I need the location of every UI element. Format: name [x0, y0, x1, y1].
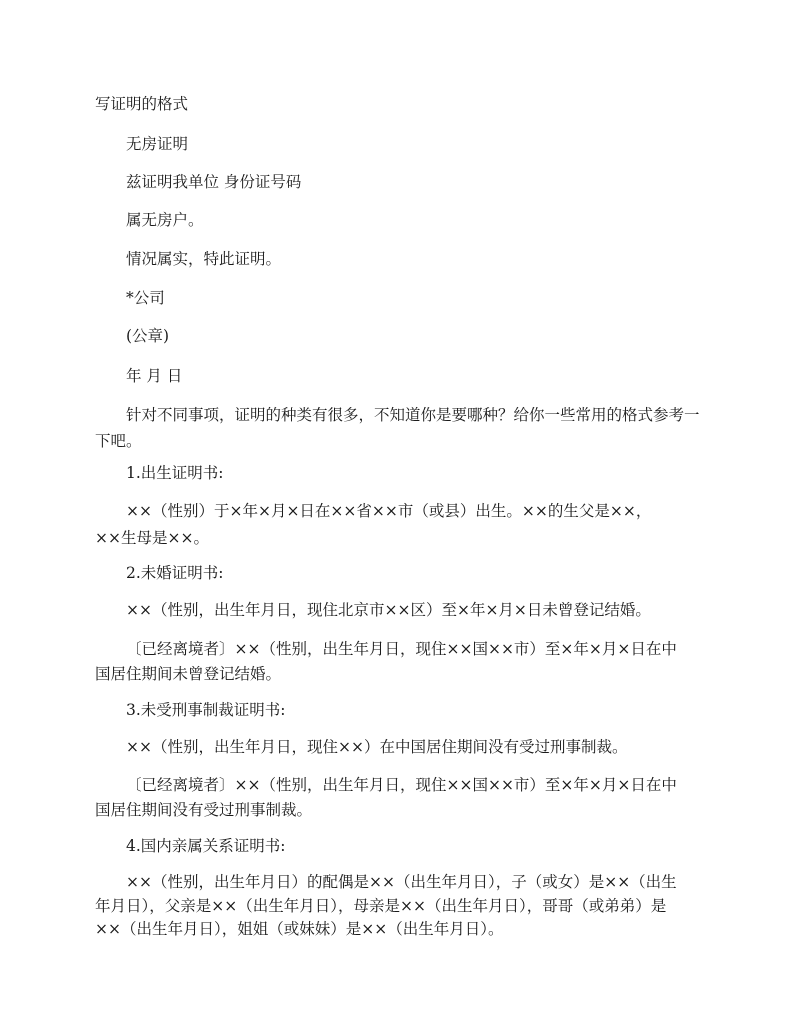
section-body-line: 国居住期间未曾登记结婚。: [95, 665, 282, 683]
date-placeholder: 年 月 日: [126, 367, 183, 385]
intro-paragraph-line: 针对不同事项，证明的种类有很多，不知道你是要哪种？给你一些常用的格式参考一: [126, 406, 700, 424]
certificate-line: 情况属实，特此证明。: [126, 250, 282, 268]
section-body-line: ××（性别）于×年×月×日在××省××市（或县）出生。××的生父是××，: [126, 502, 652, 520]
section-body-line: 〔已经离境者〕××（性别，出生年月日，现住××国××市）至×年×月×日在中: [126, 640, 677, 658]
certificate-line: 属无房户。: [126, 211, 204, 229]
section-body-line: ××生母是××。: [95, 529, 209, 547]
intro-paragraph-line: 下吧。: [95, 432, 142, 450]
section-body-line: ××（出生年月日），姐姐（或妹妹）是××（出生年月日）。: [95, 920, 504, 938]
section-title-no-criminal-record: 3.未受刑事制裁证明书:: [126, 701, 286, 719]
seal-placeholder: (公章): [126, 327, 170, 345]
section-body-line: ××（性别，出生年月日，现住北京市××区）至×年×月×日未曾登记结婚。: [126, 601, 651, 619]
certificate-line: 兹证明我单位 身份证号码: [126, 173, 302, 191]
section-body-line: 国居住期间没有受过刑事制裁。: [95, 801, 313, 819]
section-title-kinship: 4.国内亲属关系证明书:: [126, 837, 286, 855]
document-title: 写证明的格式: [95, 95, 189, 113]
heading-no-house-certificate: 无房证明: [126, 135, 189, 153]
section-body-line: 年月日），父亲是××（出生年月日），母亲是××（出生年月日），哥哥（或弟弟）是: [95, 897, 667, 915]
company-name: *公司: [126, 289, 165, 307]
section-body-line: 〔已经离境者〕××（性别，出生年月日，现住××国××市）至×年×月×日在中: [126, 776, 677, 794]
section-body-line: ××（性别，出生年月日）的配偶是××（出生年月日），子（或女）是××（出生: [126, 873, 677, 891]
section-title-unmarried: 2.未婚证明书:: [126, 564, 224, 582]
section-body-line: ××（性别，出生年月日，现住××）在中国居住期间没有受过刑事制裁。: [126, 738, 628, 756]
section-title-birth: 1.出生证明书:: [126, 464, 224, 482]
